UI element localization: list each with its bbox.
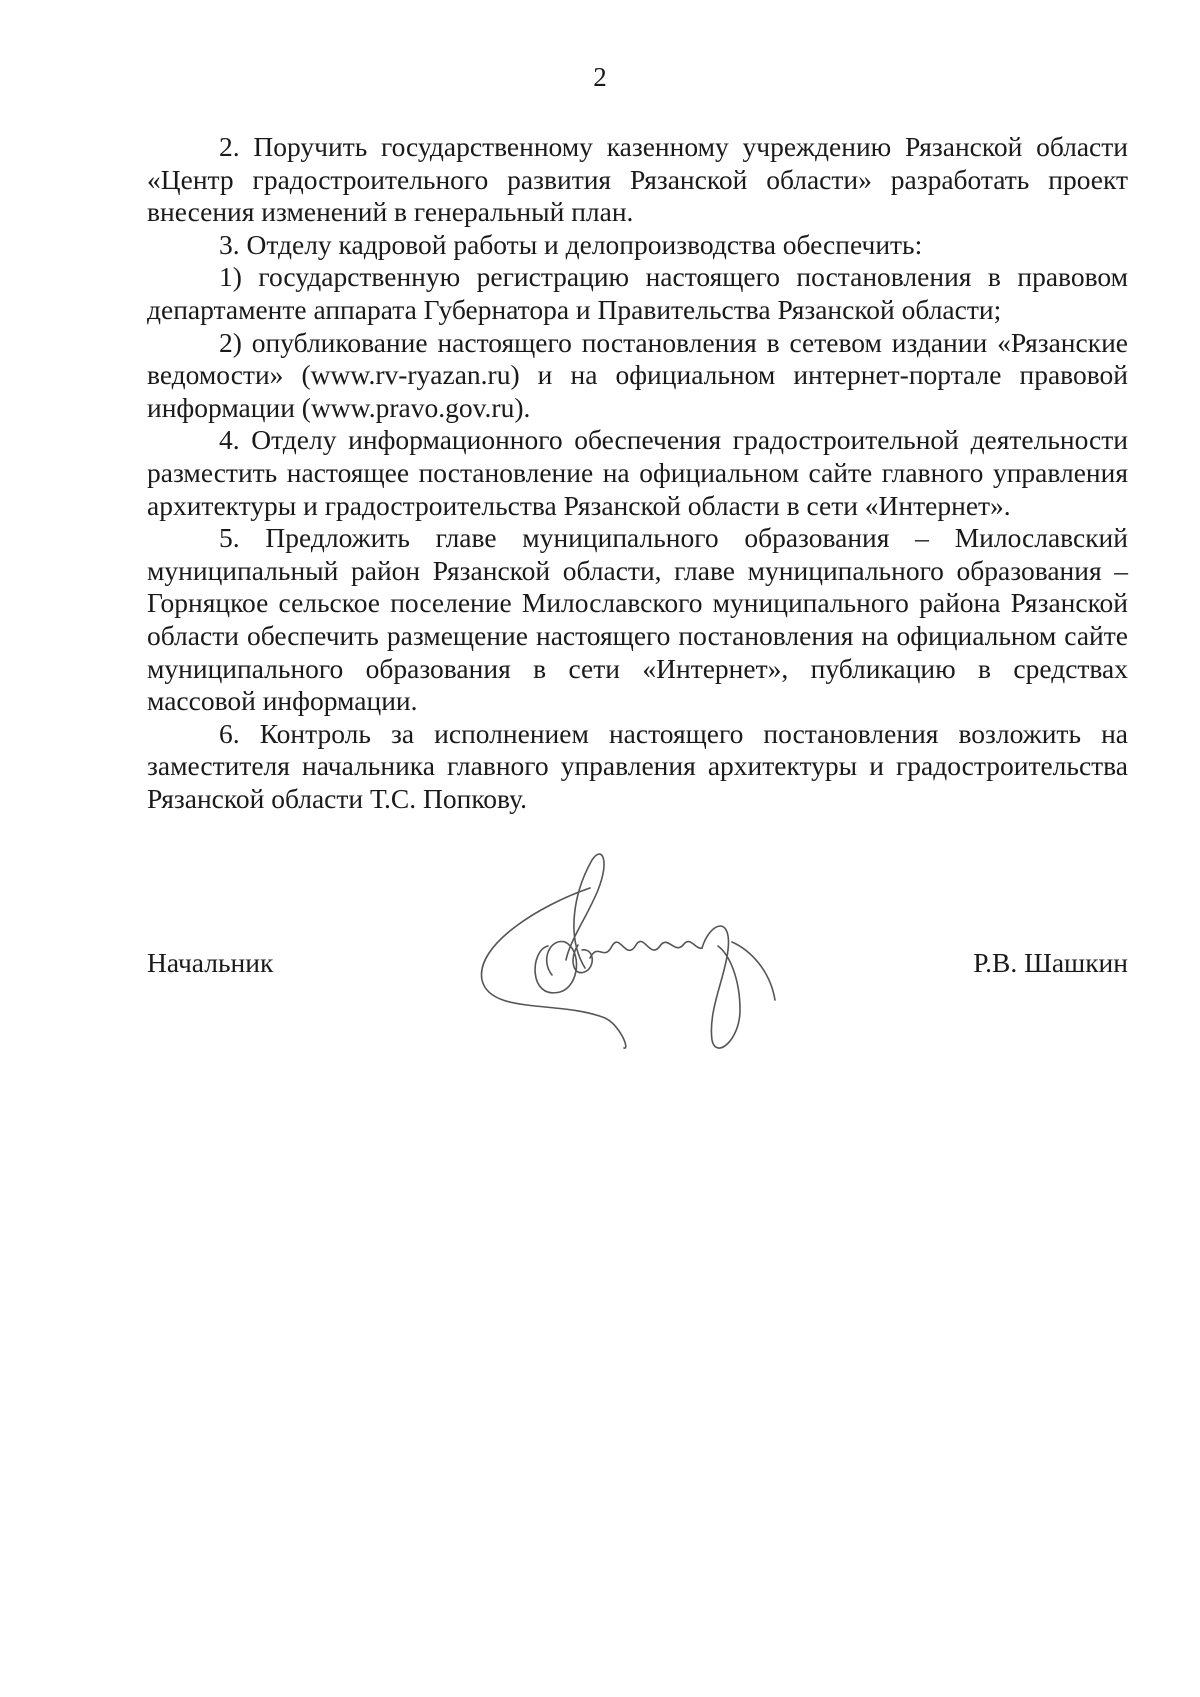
signer-title: Начальник bbox=[147, 947, 274, 978]
page-number: 2 bbox=[593, 62, 607, 92]
document-body bbox=[147, 131, 1128, 815]
signer-name: Р.В. Шашкин bbox=[973, 947, 1128, 978]
paragraph-3: 3. Отделу кадровой работы и делопроизводства обеспечить: bbox=[219, 228, 923, 260]
signature-block bbox=[147, 947, 1128, 987]
paragraph-3-item-1: 1) государственную регистрацию настоящего постановления в правовом департаменте аппарата Губернатора и Правительства Рязанской области; bbox=[147, 261, 1128, 325]
paragraph-4: 4. Отделу информационного обеспечения градостроительной деятельности разместить настоящее постановление на официальном сайте главного управления архитектуры и градостроительства Рязанской области в сети «Интернет». bbox=[147, 424, 1128, 521]
paragraph-3-item-2: 2) опубликование настоящего постановления в сетевом издании «Рязанские ведомости» (www.rv-ryazan.ru) и на официальном интернет-портале правовой информации (www.pravo.gov.ru). bbox=[147, 326, 1128, 423]
paragraph-6: 6. Контроль за исполнением настоящего постановления возложить на заместителя начальника главного управления архитектуры и градостроительства Рязанской области Т.С. Попкову. bbox=[147, 717, 1128, 814]
paragraph-5: 5. Предложить главе муниципального образования – Милославский муниципальный район Рязанской области, главе муниципального образования – Горняцкое сельское поселение Милославского муниципального района Рязанской области обеспечить размещение настоящего постановления на официальном сайте муниципального образования в сети «Интернет», публикацию в средствах массовой информации. bbox=[147, 522, 1128, 717]
paragraph-2: 2. Поручить государственному казенному учреждению Рязанской области «Центр градостроительного развития Рязанской области» разработать проект внесения изменений в генеральный план. bbox=[147, 131, 1128, 228]
